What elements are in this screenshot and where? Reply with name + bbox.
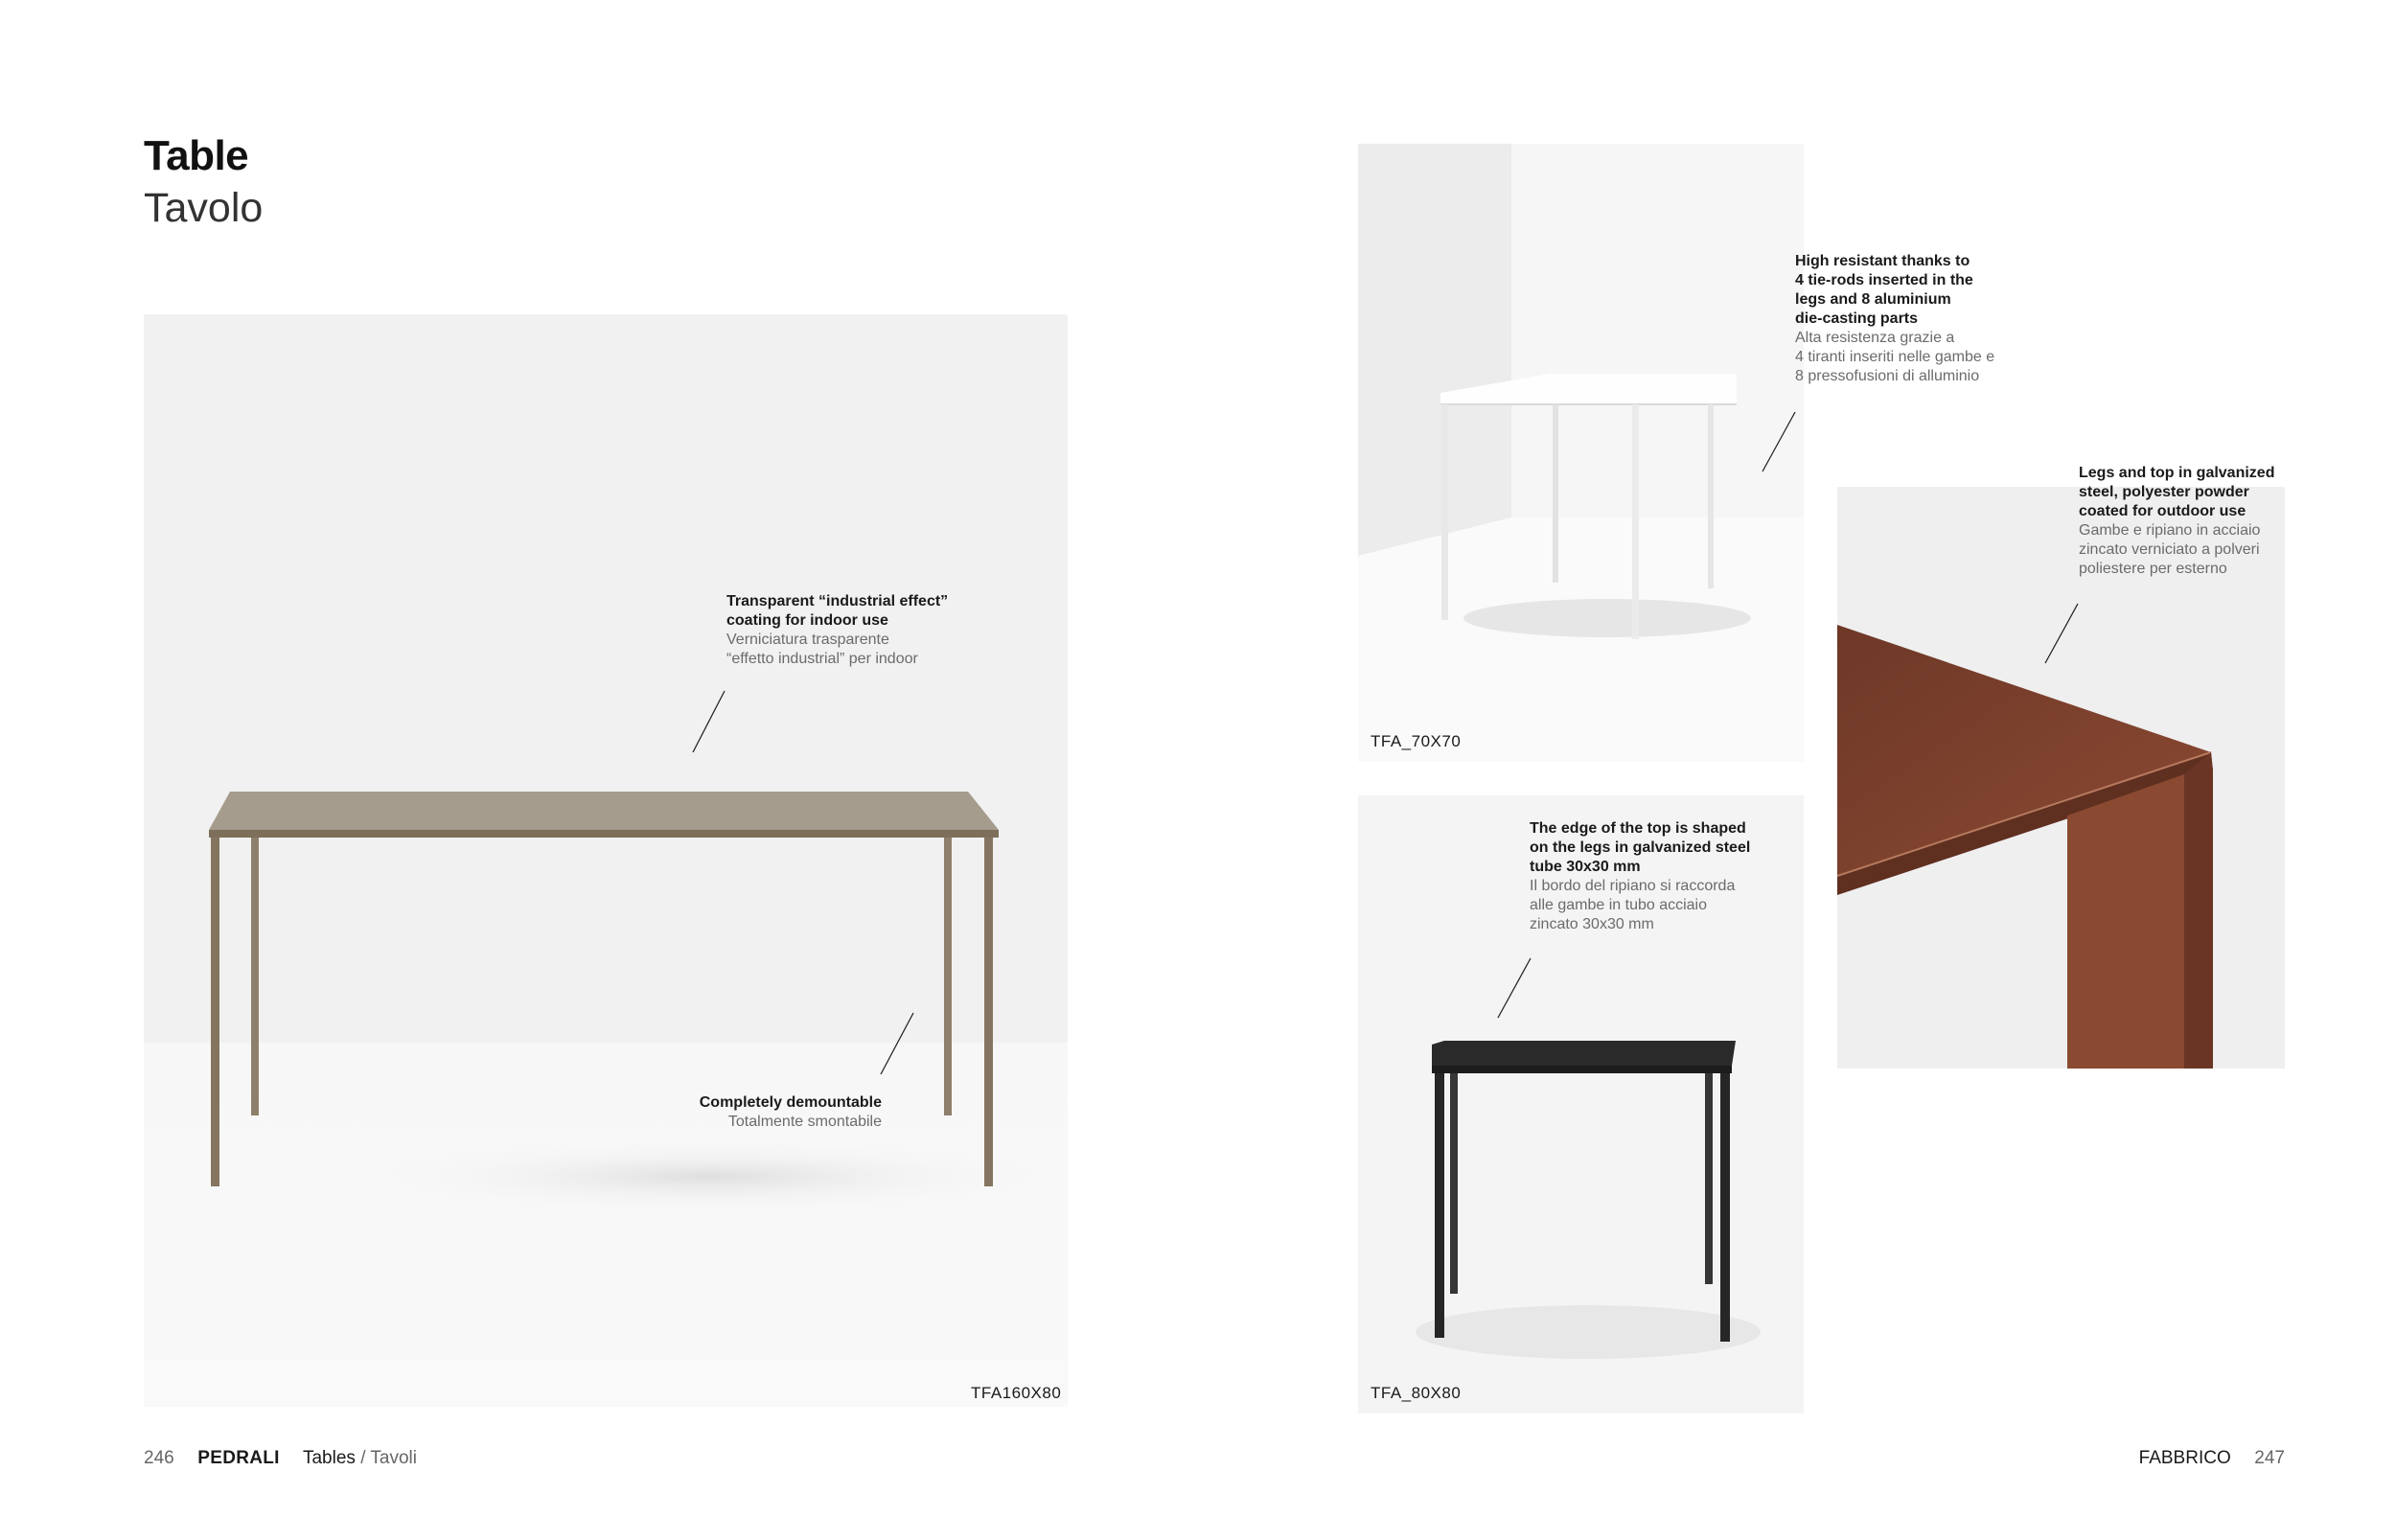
main-product-photo <box>144 314 1068 1407</box>
note-edge-shape-en: The edge of the top is shaped on the legs in galvanized steel tube 30x30 mm <box>1530 820 1751 875</box>
note-edge-shape <box>1530 819 1750 934</box>
leader-line <box>2042 601 2081 666</box>
page-number-left: 246 <box>144 1448 174 1468</box>
product-code-black: TFA_80X80 <box>1371 1384 1462 1402</box>
note-demountable <box>633 1093 882 1132</box>
leader-line <box>1495 955 1533 1021</box>
note-edge-shape-it: Il bordo del ripiano si raccorda alle gambe in tubo acciaio zincato 30x30 mm <box>1530 878 1736 932</box>
note-outdoor-coating-it: Gambe e ripiano in acciaio zincato verniciato a polveri poliestere per esterno <box>2079 522 2261 577</box>
note-demountable-en: Completely demountable <box>699 1094 882 1111</box>
page-title: Table <box>144 132 249 179</box>
section-name: Tables <box>302 1448 356 1468</box>
note-indoor-coating-en: Transparent “industrial effect” coating for indoor use <box>726 593 949 629</box>
leader-line <box>878 1010 916 1077</box>
bronze-table-illustration <box>144 314 1068 1407</box>
footer-right <box>2139 1448 2285 1469</box>
note-tie-rods-en: High resistant thanks to 4 tie-rods inserted in the legs and 8 aluminium die-casting parts <box>1795 253 1973 327</box>
collection-name: FABBRICO <box>2138 1448 2231 1468</box>
note-tie-rods-it: Alta resistenza grazie a 4 tiranti inseriti nelle gambe e 8 pressofusioni di alluminio <box>1795 330 1995 384</box>
product-code-white: TFA_70X70 <box>1371 732 1462 750</box>
product-code-main: TFA160X80 <box>971 1384 1062 1402</box>
note-tie-rods <box>1795 252 1994 386</box>
note-outdoor-coating-en: Legs and top in galvanized steel, polyester powder coated for outdoor use <box>2079 465 2275 519</box>
section-separator: / <box>360 1448 366 1468</box>
brand-name: PEDRALI <box>197 1448 280 1468</box>
note-demountable-it: Totalmente smontabile <box>727 1114 882 1130</box>
page-number-right: 247 <box>2254 1448 2285 1468</box>
page-subtitle: Tavolo <box>144 185 264 231</box>
note-outdoor-coating <box>2079 464 2274 579</box>
note-indoor-coating-it: Verniciatura trasparente “effetto industrial” per indoor <box>726 632 918 667</box>
footer-left <box>144 1448 417 1469</box>
white-table-photo <box>1358 144 1804 762</box>
section-name-it: Tavoli <box>370 1448 417 1468</box>
note-indoor-coating <box>726 592 948 669</box>
leader-line <box>690 688 728 755</box>
leader-line <box>1760 409 1798 474</box>
white-table-illustration <box>1358 144 1804 762</box>
